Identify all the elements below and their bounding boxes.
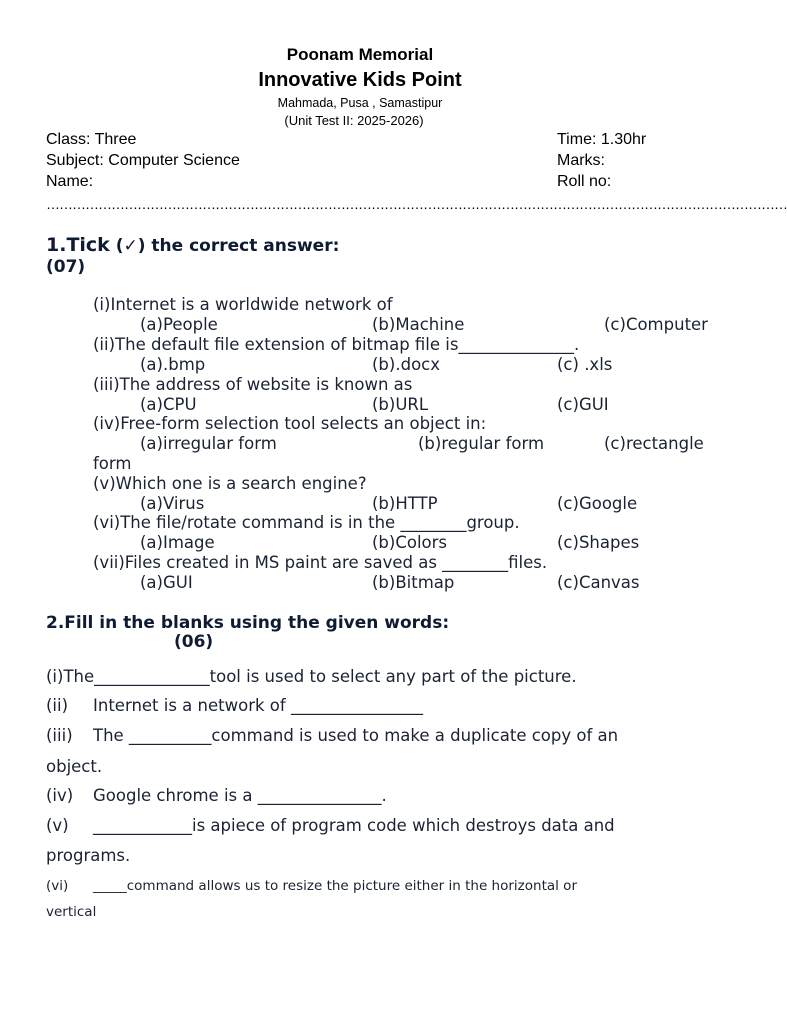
section1-marks: (07) [46,257,86,277]
fill-blank-number: (v) [46,816,69,835]
fill-blank-continuation: vertical [46,904,97,920]
fill-blank-number: (ii) [46,696,69,715]
option-c: (c)Shapes [557,533,640,552]
option-b: (b)URL [372,395,429,414]
option-a: (a)Virus [140,494,205,513]
question-text: (vii)Files created in MS paint are saved as ________files. [93,553,548,572]
fill-blank-continuation: object. [46,757,103,776]
name-label: Name: [46,173,94,190]
roll-label: Roll no: [557,173,612,190]
option-c: (c)Canvas [557,573,640,592]
option-c: (c)Computer [604,315,708,334]
fill-blank-text: _____command allows us to resize the picture either in the horizontal or [93,878,577,894]
option-c: (c) .xls [557,355,613,374]
option-a: (a)CPU [140,395,197,414]
school-address: Mahmada, Pusa , Samastipur [277,96,443,110]
question-text: (ii)The default file extension of bitmap file is______________. [93,335,580,354]
fill-blank-text: Internet is a network of ________________ [93,696,423,715]
option-c: (c)GUI [557,395,609,414]
section1-number: 1.Tick [46,234,110,256]
class-label: Class: Three [46,131,137,148]
option-a: (a)GUI [140,573,193,592]
option-c-wrap: form [93,454,132,473]
question-text: (iii)The address of website is known as [93,375,413,394]
subject-label: Subject: Computer Science [46,152,240,169]
option-a: (a)People [140,315,218,334]
school-name-line1: Poonam Memorial [286,45,434,64]
fill-blank-continuation: programs. [46,846,131,865]
question-text: (v)Which one is a search engine? [93,474,367,493]
marks-label: Marks: [557,152,605,169]
option-b: (b)regular form [418,434,545,453]
divider-dots: ……………………………………………………………………………………………………………………………………………………… [46,196,787,212]
option-a: (a).bmp [140,355,206,374]
option-b: (b).docx [372,355,440,374]
fill-blank-number: (vi) [46,878,69,894]
question-text: (vi)The file/rotate command is in the ________group. [93,513,520,532]
option-a: (a)irregular form [140,434,277,453]
option-c: (c)rectangle [604,434,704,453]
question-text: (i)Internet is a worldwide network of [93,295,393,314]
option-b: (b)Machine [372,315,465,334]
section2-title: 2.Fill in the blanks using the given words: [46,613,450,633]
option-b: (b)HTTP [372,494,438,513]
time-label: Time: 1.30hr [557,131,647,148]
fill-blank-text: ____________is apiece of program code which destroys data and [93,816,615,835]
school-name-line2: Innovative Kids Point [258,69,462,91]
option-c: (c)Google [557,494,638,513]
fill-blank-number: (iii) [46,726,73,745]
exam-title: (Unit Test II: 2025-2026) [284,113,424,128]
fill-blank-text: The __________command is used to make a duplicate copy of an [93,726,619,745]
fill-blank-number: (iv) [46,786,74,805]
option-b: (b)Bitmap [372,573,455,592]
option-a: (a)Image [140,533,215,552]
section1-heading: (✓) the correct answer: [109,236,340,256]
fill-blank-text: Google chrome is a _______________. [93,786,387,805]
section2-marks: (06) [174,632,214,652]
section1-title [46,234,339,256]
question-text: (iv)Free-form selection tool selects an object in: [93,414,487,433]
fill-blank-item: (i)The______________tool is used to select any part of the picture. [46,667,577,686]
option-b: (b)Colors [372,533,448,552]
